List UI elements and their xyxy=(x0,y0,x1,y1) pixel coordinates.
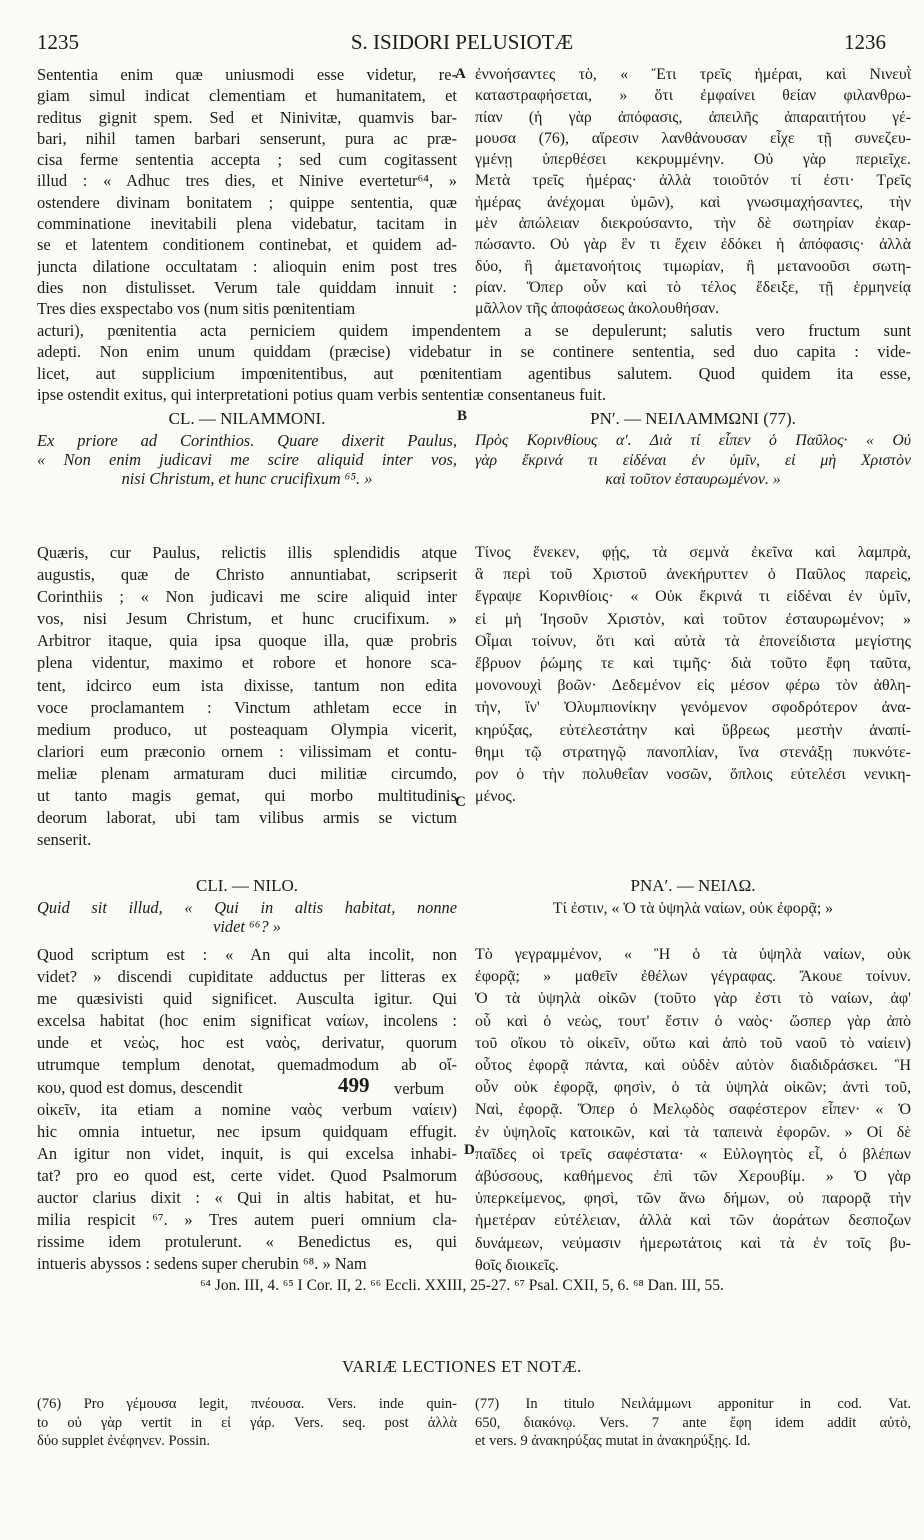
text-line: to οὐ γὰρ vertit in εἰ γάρ. Vers. seq. post ἀλλὰ xyxy=(37,1414,457,1431)
text-line: ἐν ὑψηλοῖς κατοικῶν, καὶ τὰ ταπεινὰ ἐφορῶν. » Οἱ δὲ xyxy=(475,1123,911,1141)
text-line: οἰκεῖν, ita etiam a nomine ναὸς verbum ναίειν) xyxy=(37,1099,457,1119)
text-line: giam simul indicat clementiam et humanitatem, et xyxy=(37,86,457,106)
margin-marker-a: A xyxy=(455,66,466,82)
text-line: ostendere divinam bonitatem ; quippe sententia, quæ xyxy=(37,192,457,212)
text-line: δυνάμεων, νεύμασιν ἡμερωτάτοις καὶ τὰ ἐν τοῖς βυ- xyxy=(475,1234,911,1252)
text-line: Corinthiis ; « Non judicavi me scire aliquid inter xyxy=(37,587,457,607)
letter-cli-greek-body xyxy=(475,944,911,1277)
top-latin-column xyxy=(37,64,457,320)
letter-cl-greek-title: ΡΝʹ. — ΝΕΙΛΑΜΜΩΝΙ (77). xyxy=(590,409,796,428)
text-line: παῖδες οἱ τρεῖς σαφέστατα· « Εὐλογητὸς εἶ, ὁ βλέπων xyxy=(475,1145,911,1163)
text-line: μένος. xyxy=(475,788,516,806)
text-line: videt? » discendi cupiditate adductus per litteras ex xyxy=(37,967,457,987)
text-line: Arbitror itaque, quia ipsa quoque illa, quæ probris xyxy=(37,631,457,651)
text-line: δύο, ἢ ἀμετανοήτοις τιμωρίαν, ἢ μετανοοῦσι σωτη- xyxy=(475,257,911,275)
text-line: intueris abyssos : sedens super cherubin ⁶⁸. » Nam xyxy=(37,1254,367,1274)
text-line: μονονουχὶ βοῶν· Δεδεμένον εἰς μέσον φέρω τὸν ἀθλη- xyxy=(475,677,911,695)
text-line: πίαν (ἡ γὰρ ἀπόφασις, ἀπειλῆς ἀπαραιτήτου γέ- xyxy=(475,108,911,126)
text-line: An igitur non videt, inquit, is qui excelsa inhabi- xyxy=(37,1143,457,1163)
text-line: tent, idcirco eum ista dixisse, tantum non edita xyxy=(37,675,457,695)
text-line: juncta dilatione occultatam : alioquin enim post tres xyxy=(37,256,457,276)
text-line: Ὁ τὰ ὑψηλὰ οἰκῶν (τοῦτο γὰρ ἐστι τὸ ναίων, ἀφ' xyxy=(475,990,911,1008)
text-line: εἰ μὴ Ἰησοῦν Χριστὸν, καὶ τοῦτον ἐσταυρωμένον; » xyxy=(475,610,911,628)
text-line: senserit. xyxy=(37,830,92,850)
text-line: Ναὶ, ἐφορᾷ. Ὅπερ ὁ Μελῳδὸς σαφέστερον εἶπεν· « Ὁ xyxy=(475,1101,911,1119)
column-number: 499 xyxy=(338,1073,370,1097)
text-line: et vers. 9 ἀνακηρύξας mutat in ἀνακηρύξῃς. Id. xyxy=(475,1433,751,1449)
running-title: S. ISIDORI PELUSIOTÆ xyxy=(350,30,574,54)
text-line: dies non distulisset. Verum tale quiddam innuit : xyxy=(37,277,457,297)
text-line: οὗτος ἐφορᾷ πάντα, καὶ οὐδὲν αὐτὸν διαδιδράσκει. Ἢ xyxy=(475,1057,911,1075)
text-line: (77) In titulo Νειλάμμωνι apponitur in cod. Vat. xyxy=(475,1396,911,1412)
text-line: γμένῃ ὑπερθέσει κεκρυμμένην. Οὐ γὰρ περιεῖχε. xyxy=(475,151,911,169)
text-line: (76) Pro γέμουσα legit, πνέουσα. Vers. inde quin- xyxy=(37,1396,457,1412)
text-line: Πρὸς Κορινθίους αʹ. Διὰ τί εἶπεν ὁ Παῦλος· « Οὐ xyxy=(475,432,911,449)
text-line: μουσα (76), αἵρεσιν λανθάνουσαν εἶχε τῇ συνεζευ- xyxy=(475,129,911,147)
text-line: auctor clarius dixit : « Qui in altis habitat, et hu- xyxy=(37,1188,457,1208)
letter-cl-latin-body xyxy=(37,542,457,851)
text-line: ἔβρυον ῥώμης τε καὶ τιμῆς· διὰ τοῦτο ἔφη ταῦτα, xyxy=(475,655,911,673)
text-line: ἀβύσσους, καθήμενος ἐπὶ τῶν Χερουβίμ. » Ὁ γὰρ xyxy=(475,1168,911,1186)
text-line: rissime idem protulerunt. « Benedictus es, qui xyxy=(37,1232,457,1252)
text-line: ὑπερκείμενος, φησὶ, τῶν ἄνω δήμων, οὐ παρορᾷ τὴν xyxy=(475,1190,911,1208)
text-line: clariori eum præconio ornem : vilissimam et contu- xyxy=(37,741,457,761)
text-line: πώσαντο. Οὐ γὰρ ἓν τι ἔχειν ἐδόκει ἡ ἀπόφασις· ἀλλὰ xyxy=(475,236,911,254)
letter-cl-greek-body xyxy=(475,542,911,808)
text-line: καταστραφήσεται, » ὅτι ἐμφαίνει θείαν φιλανθρω- xyxy=(475,87,911,105)
text-line: medium produco, ut posteaquam Olympia vicerit, xyxy=(37,719,457,739)
text-line: voce proclamantem : Vinctum athletam ecce in xyxy=(37,697,457,717)
text-line: ἃ περὶ τοῦ Χριστοῦ ἀνεκήρυττεν ὁ Παῦλος παρεὶς, xyxy=(475,566,911,584)
text-line: hic omnia intuetur, nec ipsum quidquam effugit. xyxy=(37,1121,457,1141)
top-greek-column xyxy=(475,64,911,320)
text-line: se et latentem conditionem continebat, et quidem ad- xyxy=(37,235,457,255)
text-line: Τίνος ἕνεκεν, φῄς, τὰ σεμνὰ ἐκεῖνα καὶ λαμπρὰ, xyxy=(475,544,911,561)
text-line: utrumque templum denotat, quemadmodum ab οἴ- xyxy=(37,1055,457,1075)
text-line: illud : « Adhuc tres dies, et Ninive evertetur⁶⁴, » xyxy=(37,171,457,191)
text-line: Quæris, cur Paulus, relictis illis splendidis atque xyxy=(37,543,457,562)
text-line: milia respicit ⁶⁷. » Tres autem pueri omnium cla- xyxy=(37,1210,457,1230)
text-line: comminatione inevitabili plena videbatur, tacitam in xyxy=(37,214,457,234)
text-line: ρον ὁ τὴν πολυθεΐαν νοσῶν, ὅπλοις εὐτελέσι νενικη- xyxy=(475,766,911,784)
text-line: θοῖς διοικεῖς. xyxy=(475,1256,559,1274)
text-line: bari, nihil tamen barbari senserunt, pura ac præ- xyxy=(37,128,457,148)
text-line: reditus gignit spem. Sed et Ninivitæ, quamvis bar- xyxy=(37,107,457,127)
text-line: excelsa habitat (hoc enim significat ναίων, incolens : xyxy=(37,1011,457,1031)
text-line: οὖν οὐκ ἐφορᾷ, φησὶν, ὁ τὰ ὑψηλὰ οἰκῶν; ἀντὶ τοῦ, xyxy=(475,1079,911,1097)
text-line: cisa ferme sententia accepta ; sed cum cogitassent xyxy=(37,150,457,170)
text-line: nisi Christum, et hunc crucifixum ⁶⁵. » xyxy=(121,469,373,488)
footnotes: ⁶⁴ Jon. III, 4. ⁶⁵ I Cor. II, 2. ⁶⁶ Eccli. XXIII, 25-27. ⁶⁷ Psal. CXII, 5, 6. ⁶⁸ Dan. III, 55. xyxy=(200,1277,724,1294)
text-line: ἡμετέραν εὐτέλειαν, ἀλλὰ καὶ τῶν ἀοράτων δεσποζων xyxy=(475,1212,911,1230)
text-line: καὶ τοῦτον ἐσταυρωμένον. » xyxy=(605,471,781,488)
text-line: τοῦ οἴκου τὸ οἰκεῖν, οὕτω καὶ ἀπὸ τοῦ ναοῦ τὸ ναίειν) xyxy=(475,1034,911,1052)
text-line: Quid sit illud, « Qui in altis habitat, nonne xyxy=(37,898,457,917)
text-line: Οἶμαι τοίνυν, ὅτι καὶ αὐτὰ τὰ ἐπονείδιστα μεγίστης xyxy=(475,632,911,650)
text-line: plena videntur, maximo et robore et honore sca- xyxy=(37,653,457,673)
margin-marker-c: C xyxy=(455,794,466,810)
text-line: Sententia enim quæ uniusmodi esse videtur, re- xyxy=(37,65,457,84)
text-line: τὴν, ἵν' Ὀλυμπιονίκην γενόμενον σφοδρότερον ἀνα- xyxy=(475,699,911,717)
page-number-right: 1236 xyxy=(844,30,886,54)
text-line: ρίαν. Ὅπερ οὖν καὶ τὸ τέλος ἔδειξε, τῇ ἑρμηνείᾳ xyxy=(475,278,911,296)
text-line: meliæ plenam armaturam duci militiæ circumdo, xyxy=(37,763,457,783)
letter-cl-latin-title: CL. — NILAMMONI. xyxy=(168,409,326,428)
text-line: Τὸ γεγραμμένον, « Ἢ ὁ τὰ ὑψηλὰ ναίων, οὐκ xyxy=(475,946,911,963)
text-line: γὰρ ἔκρινά τι εἰδέναι ἐν ὑμῖν, εἰ μὴ Χριστὸν xyxy=(475,451,911,469)
text-line: me quæsivisti quid significet. Ausculta igitur. Qui xyxy=(37,989,457,1009)
text-line: acturi), pœnitentia acta perniciem quidem impendentem a se depulerunt; salutis vero fructum sunt xyxy=(37,321,911,340)
text-line: tat? pro eo quod est, certe videt. Quod Psalmorum xyxy=(37,1165,457,1185)
text-line: Quod scriptum est : « An qui alta incolit, non xyxy=(37,945,457,964)
text-line: adepti. Non enim unum quiddam (præcise) videbatur in se continere sententia, sed duo capita : vide- xyxy=(37,342,911,362)
letter-cli-latin-title: CLI. — NILO. xyxy=(196,876,298,895)
text-line: ut tanto magis gemat, qui morbo multitudinis xyxy=(37,786,457,806)
text-line: κηρύξας, εὐτελεστάτην καὶ ὕβρεως μεστὴν ἀναπί- xyxy=(475,721,911,739)
text-line: videt ⁶⁶? » xyxy=(213,917,281,936)
text-line: Tres dies exspectabo vos (num sitis pœnitentiam xyxy=(37,299,356,319)
text-line: licet, aut supplicium impœnitentibus, aut pœnitentiam agentibus salutem. Quod quidem ita esse, xyxy=(37,363,911,383)
text-line: ἐφορᾷ; » μαθεῖν ἐθέλων γέγραφας. Ἄκουε τοίνυν. xyxy=(475,968,911,986)
page-number-left: 1235 xyxy=(37,30,79,54)
letter-cli-latin-subtitle xyxy=(37,898,457,936)
letter-cli-greek-title: ΡΝΑʹ. — ΝΕΙΛΩ. xyxy=(630,876,756,895)
text-line: vos, nisi Jesum Christum, et hunc crucifixum. » xyxy=(37,609,457,629)
text-line: 650, διακόνῳ. Vers. 7 ante ἔφη idem addit αὐτὸ, xyxy=(475,1414,911,1431)
verbum-fragment: verbum xyxy=(394,1079,445,1098)
text-line: Ex priore ad Corinthios. Quare dixerit Paulus, xyxy=(37,431,457,450)
top-full-width-text xyxy=(37,320,911,405)
margin-marker-d: D xyxy=(464,1142,475,1158)
text-line: κου, quod est domus, descendit xyxy=(37,1077,243,1097)
variae-note-left xyxy=(37,1395,457,1451)
text-line: θημι τῷ στρατηγῷ πανοπλίαν, ἵνα στενάξῃ πυκνότε- xyxy=(475,743,911,761)
text-line: Μετὰ τρεῖς ἡμέρας· ἀλλὰ τοιοῦτόν τί ἐστι· Τρεῖς xyxy=(475,172,911,190)
margin-marker-b: B xyxy=(457,408,468,424)
text-line: μᾶλλον τῆς ἀποφάσεως ἀκολουθήσαν. xyxy=(475,300,720,318)
text-line: ipse ostendit exitus, qui interpretationi potius quam verbis sententiæ consentaneus fuit. xyxy=(37,384,607,404)
variae-note-right xyxy=(475,1395,911,1451)
letter-cli-latin-body xyxy=(37,944,457,1275)
letter-cli-greek-subtitle: Τί ἐστιν, « Ὁ τὰ ὑψηλὰ ναίων, οὐκ ἐφορᾷ; » xyxy=(552,900,834,917)
text-line: augustis, quæ de Christo annuntiabat, scripserit xyxy=(37,565,457,585)
text-line: deorum laborat, ubi tam vilibus armis se victum xyxy=(37,808,457,828)
letter-cl-latin-subtitle xyxy=(37,431,457,488)
text-line: ἔγραψε Κορινθίοις· « Οὐκ ἔκρινά τι εἰδέναι ἐν ὑμῖν, xyxy=(475,588,911,606)
letter-cl-greek-subtitle xyxy=(475,431,911,490)
variae-heading: VARIÆ LECTIONES ET NOTÆ. xyxy=(342,1357,582,1376)
text-line: unde et νεὼς, hoc est ναὸς, derivatur, quorum xyxy=(37,1033,457,1053)
text-line: « Non enim judicavi me scire aliquid inter vos, xyxy=(37,450,457,469)
text-line: μὲν ἀπώλειαν διεκρούσαντο, τὴν δὲ σωτηρίαν ἐκαρ- xyxy=(475,215,911,233)
text-line: δύο supplet ἐνέφηνεν. Possin. xyxy=(37,1433,211,1449)
text-line: ἡμέρας ἀνέχομαι ὑμῶν), καὶ γνωσιμαχήσαντες, τὴν xyxy=(475,193,911,211)
text-line: ἐννοήσαντες τὸ, « Ἔτι τρεῖς ἡμέραι, καὶ Νινευῒ xyxy=(475,66,911,83)
text-line: οὗ καὶ ὁ νεὼς, τουτ' ἔστιν ὁ ναὸς· ὥσπερ γὰρ ἀπὸ xyxy=(475,1012,911,1030)
